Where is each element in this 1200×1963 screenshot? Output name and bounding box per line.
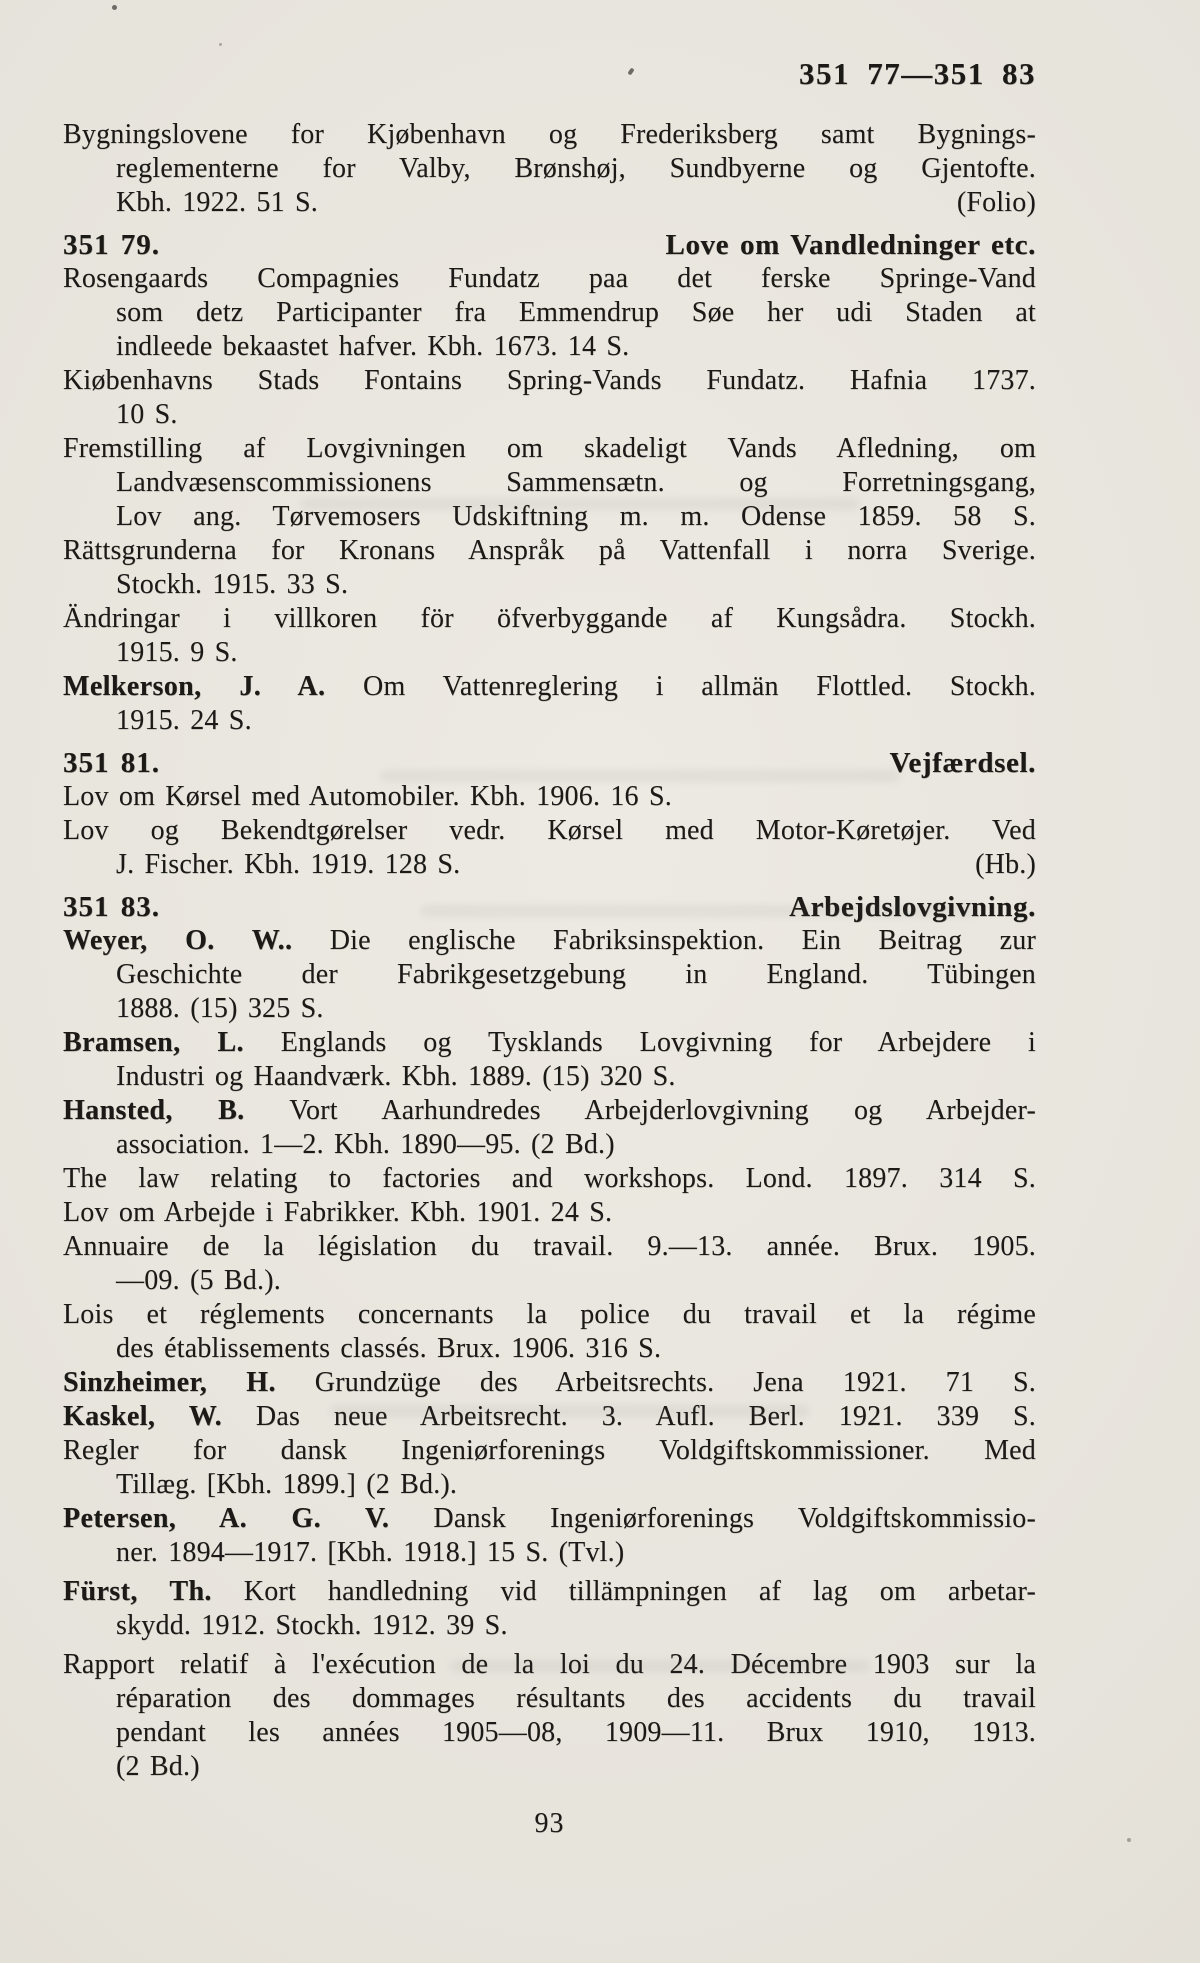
entry-line: Lov om Arbejde i Fabrikker. Kbh. 1901. 24 S. <box>63 1197 613 1228</box>
entry-line: Landvæsenscommissionens Sammensætn. og Forretningsgang, <box>116 467 1036 498</box>
format-note: (Folio) <box>956 187 1036 218</box>
entry-line <box>63 186 1036 220</box>
entry-line: Fremstilling af Lovgivningen om skadeligt Vands Afledning, om <box>63 433 1036 464</box>
entry-line: Rapport relatif à l'exécution de la loi du 24. Décembre 1903 sur la <box>63 1649 1036 1680</box>
showthrough-smudge <box>300 498 860 510</box>
entry-line: skydd. 1912. Stockh. 1912. 39 S. <box>116 1610 508 1641</box>
entry-line: 1915. 24 S. <box>116 705 252 736</box>
section-title: Love om Vandledninger etc. <box>665 229 1036 261</box>
entry-line: —09. (5 Bd.). <box>116 1265 281 1296</box>
showthrough-smudge <box>420 905 980 917</box>
entry-line: reglementerne for Valby, Brønshøj, Sundbyerne og Gjentofte. <box>116 153 1036 184</box>
entry-text: Kbh. 1922. 51 S. <box>116 187 318 218</box>
entry-line: Stockh. 1915. 33 S. <box>116 569 349 600</box>
entry-line: Bygningslovene for Kjøbenhavn og Frederiksberg samt Bygnings- <box>63 119 1036 150</box>
entry-line <box>63 1366 1036 1400</box>
entry-text: Om Vattenreglering i allmän Flottled. Stockh. <box>325 671 1036 702</box>
author-name: Weyer, O. W.. <box>63 925 293 956</box>
scan-speck <box>219 43 222 46</box>
entry-line: Lois et réglements concernants la police du travail et la régime <box>63 1299 1036 1330</box>
entry-line: des établissements classés. Brux. 1906. 316 S. <box>116 1333 662 1364</box>
entry-line: 10 S. <box>116 399 178 430</box>
entry-line: réparation des dommages résultants des accidents du travail <box>116 1683 1036 1714</box>
entry-line: Industri og Haandværk. Kbh. 1889. (15) 320 S. <box>116 1061 676 1092</box>
entry-line: Tillæg. [Kbh. 1899.] (2 Bd.). <box>116 1469 458 1500</box>
entry-text: Dansk Ingeniørforenings Voldgiftskommissio- <box>389 1503 1036 1534</box>
author-name: Bramsen, L. <box>63 1027 244 1058</box>
entry-line: Kiøbenhavns Stads Fontains Spring-Vands Fundatz. Hafnia 1737. <box>63 365 1036 396</box>
entry-text: Englands og Tysklands Lovgivning for Arbejdere i <box>243 1027 1036 1058</box>
author-name: Fürst, Th. <box>63 1576 212 1607</box>
entry-line: Ändringar i villkoren för öfverbyggande af Kungsådra. Stockh. <box>63 603 1036 634</box>
scan-speck <box>1127 1838 1131 1842</box>
entry-text: Das neue Arbeitsrecht. 3. Aufl. Berl. 1921. 339 S. <box>222 1401 1036 1432</box>
showthrough-smudge <box>380 770 900 782</box>
entry-line: indleede bekaastet hafver. Kbh. 1673. 14 S. <box>116 331 630 362</box>
entry-line: Annuaire de la législation du travail. 9.—13. année. Brux. 1905. <box>63 1231 1036 1262</box>
scan-speck <box>112 5 117 10</box>
entry-line <box>63 924 1036 958</box>
entry-line <box>63 1502 1036 1536</box>
entry-text: Kort handledning vid tillämpningen af lag om arbetar- <box>211 1576 1037 1607</box>
catalog-number-range: 351 77—351 83 <box>799 56 1036 91</box>
section-number: 351 79. <box>63 229 160 261</box>
entry-text: Die englische Fabriksinspektion. Ein Beitrag zur <box>292 925 1036 956</box>
entry-line: The law relating to factories and workshops. Lond. 1897. 314 S. <box>63 1163 1036 1194</box>
author-name: Hansted, B. <box>63 1095 245 1126</box>
author-name: Melkerson, J. A. <box>63 671 326 702</box>
entry-text: J. Fischer. Kbh. 1919. 128 S. <box>116 849 461 880</box>
entry-line <box>63 1026 1036 1060</box>
entry-line: Regler for dansk Ingeniørforenings Voldgiftskommissioner. Med <box>63 1435 1036 1466</box>
author-name: Kaskel, W. <box>63 1401 223 1432</box>
entry-line: pendant les années 1905—08, 1909—11. Brux 1910, 1913. <box>116 1717 1036 1748</box>
showthrough-smudge <box>450 1660 870 1672</box>
entry-line: som detz Participanter fra Emmendrup Søe her udi Staden at <box>116 297 1036 328</box>
entry-line: association. 1—2. Kbh. 1890—95. (2 Bd.) <box>116 1129 615 1160</box>
section-number: 351 83. <box>63 891 160 923</box>
entry-line: Rosengaards Compagnies Fundatz paa det ferske Springe-Vand <box>63 263 1036 294</box>
entry-line: Lov ang. Tørvemosers Udskiftning m. m. Odense 1859. 58 S. <box>116 501 1036 532</box>
entry-line <box>63 670 1036 704</box>
text-column <box>63 56 1036 1840</box>
entry-line: ner. 1894—1917. [Kbh. 1918.] 15 S. (Tvl.) <box>116 1537 625 1568</box>
entry-line <box>63 1575 1036 1609</box>
author-name: Petersen, A. G. V. <box>63 1503 390 1534</box>
entry-line: Lov og Bekendtgørelser vedr. Kørsel med Motor-Køretøjer. Ved <box>63 815 1036 846</box>
page-number: 93 <box>534 1808 565 1839</box>
entry-text: Vort Aarhundredes Arbejderlovgivning og Arbejder- <box>244 1095 1037 1126</box>
entry-line <box>63 848 1036 882</box>
showthrough-smudge <box>330 1405 810 1417</box>
section-number: 351 81. <box>63 747 160 779</box>
format-note: (Hb.) <box>975 849 1036 880</box>
entry-line <box>63 1094 1036 1128</box>
entry-line: 1888. (15) 325 S. <box>116 993 324 1024</box>
section-heading <box>63 228 1036 262</box>
section-title: Arbejdslovgivning. <box>789 891 1036 923</box>
entry-text: Grundzüge des Arbeitsrechts. Jena 1921. 71 S. <box>275 1367 1036 1398</box>
entry-line: 1915. 9 S. <box>116 637 238 668</box>
entry-line: Rättsgrunderna for Kronans Anspråk på Vattenfall i norra Sverige. <box>63 535 1036 566</box>
entry-line: Geschichte der Fabrikgesetzgebung in England. Tübingen <box>116 959 1036 990</box>
entry-line: (2 Bd.) <box>116 1751 200 1782</box>
section-title: Vejfærdsel. <box>889 747 1036 779</box>
entry-line: Lov om Kørsel med Automobiler. Kbh. 1906. 16 S. <box>63 781 672 812</box>
author-name: Sinzheimer, H. <box>63 1367 276 1398</box>
